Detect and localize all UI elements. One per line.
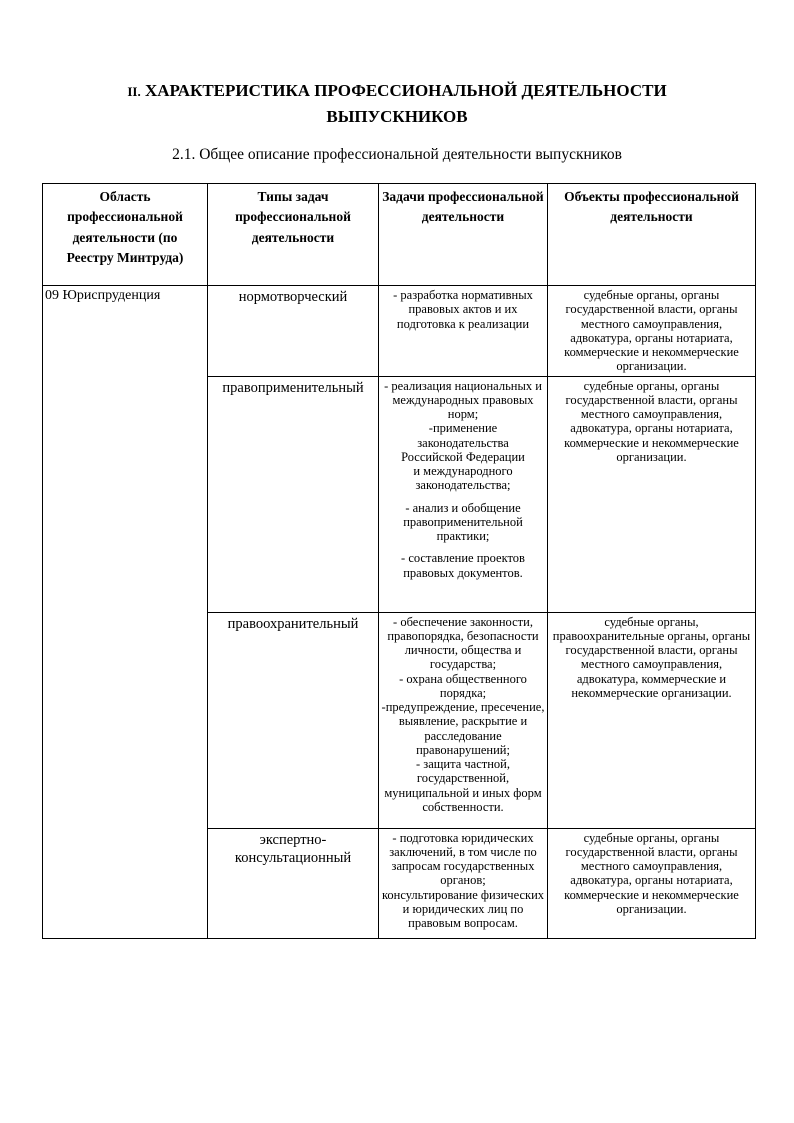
task-item: - подготовка юридических заключений, в том числе по запросам государственных органов; [389,830,537,888]
column-header-tasks: Задачи профессиональной деятельности [379,184,548,286]
section-heading [87,0,707,131]
task-type-cell: правоохранительный [208,612,379,828]
task-item: консультирование физических и юридических лиц по правовым вопросам. [381,887,545,930]
table-row [43,286,756,377]
subsection-heading: 2.1. Общее описание профессиональной деятельности выпускников [172,145,622,163]
task-item: - охрана общественного порядка; [399,671,527,700]
column-header-objects: Объекты профессиональной деятельности [548,184,756,286]
task-item: - анализ и обобщение правоприменительной практики; [403,500,523,543]
column-header-task-types: Типы задач профессиональной деятельности [208,184,379,286]
task-item: - составление проектов правовых документов. [401,551,525,580]
activity-area-cell: 09 Юриспруденция [43,286,208,939]
section-heading-text: ХАРАКТЕРИСТИКА ПРОФЕССИОНАЛЬНОЙ ДЕЯТЕЛЬНОСТИ ВЫПУСКНИКОВ [144,81,667,127]
task-type-cell: нормотворческий [208,286,379,377]
task-item: - разработка нормативных правовых актов и их подготовка к реализации [393,288,533,331]
objects-cell: судебные органы, органы государственной власти, органы местного самоуправления, адвокатура, органы нотариата, коммерческие и некоммерческие организации. [548,828,756,938]
task-type-cell: правоприменительный [208,376,379,612]
task-item: - защита частной, государственной, муниципальной и иных форм собственности. [384,757,542,814]
objects-cell: судебные органы, органы государственной власти, органы местного самоуправления, адвокатура, органы нотариата, коммерческие и некоммерческие организации. [548,376,756,612]
task-type-cell: экспертно-консультационный [208,828,379,938]
task-item: -предупреждение, пресечение, выявление, раскрытие и расследование правонарушений; [381,700,545,757]
tasks-cell [379,828,548,938]
column-header-area: Область профессиональной деятельности (по Реестру Минтруда) [43,184,208,286]
task-item: - реализация национальных и международных правовых норм; [384,378,542,421]
task-item: -применение законодательства Российской Федерации и международного законодательства; [401,421,525,493]
professional-activity-table [42,183,756,939]
objects-cell: судебные органы, правоохранительные органы, органы государственной власти, органы местного самоуправления, адвокатура, коммерческие и некоммерческие организации. [548,612,756,828]
tasks-cell [379,612,548,828]
task-item: - обеспечение законности, правопорядка, безопасности личности, общества и государства; [387,614,539,672]
section-number: II. [127,84,141,99]
tasks-cell [379,376,548,612]
objects-cell: судебные органы, органы государственной власти, органы местного самоуправления, адвокатура, органы нотариата, коммерческие и некоммерческие организации. [548,286,756,377]
tasks-cell [379,286,548,377]
table-header-row [43,184,756,286]
